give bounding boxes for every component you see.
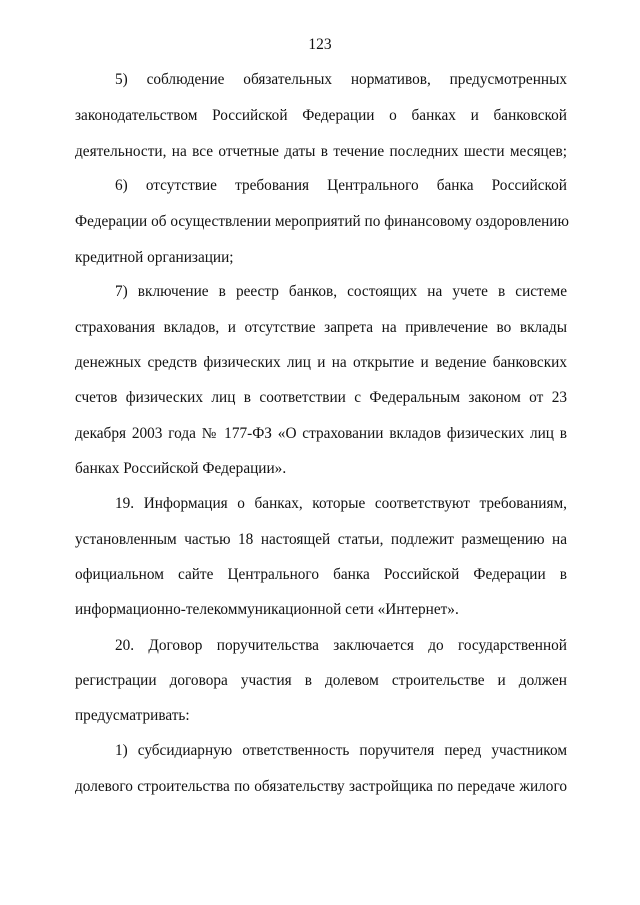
text-line: 19. Информация о банках, которые соответствуют требованиям, [115,495,567,512]
text-line: 1) субсидиарную ответственность поручителя перед участником [115,742,567,759]
text-line: страхования вкладов, и отсутствие запрета на привлечение во вклады [75,319,567,336]
text-line: предусматривать: [75,707,190,724]
page-number: 123 [308,36,332,53]
text-line: деятельности, на все отчетные даты в течение последних шести месяцев; [75,143,567,160]
text-line: банках Российской Федерации». [75,460,287,477]
text-line: 6) отсутствие требования Центрального банка Российской [115,177,567,194]
text-line: установленным частью 18 настоящей статьи, подлежит размещению на [75,531,567,548]
text-line: кредитной организации; [75,249,234,266]
text-line: счетов физических лиц в соответствии с Федеральным законом от 23 [75,389,567,406]
text-line: официальном сайте Центрального банка Российской Федерации в [75,566,567,583]
text-line: Федерации об осуществлении мероприятий по финансовому оздоровлению [75,213,569,230]
text-line: информационно-телекоммуникационной сети «Интернет». [75,601,459,618]
text-line: 20. Договор поручительства заключается до государственной [115,637,567,654]
text-line: 7) включение в реестр банков, состоящих на учете в системе [115,283,567,300]
text-line: 5) соблюдение обязательных нормативов, предусмотренных [115,71,567,88]
text-line: законодательством Российской Федерации о банках и банковской [75,107,567,124]
text-line: денежных средств физических лиц и на открытие и ведение банковских [75,354,567,371]
text-line: декабря 2003 года № 177-ФЗ «О страховании вкладов физических лиц в [75,425,567,442]
text-line: регистрации договора участия в долевом строительстве и должен [75,672,567,689]
text-line: долевого строительства по обязательству застройщика по передаче жилого [75,778,567,795]
